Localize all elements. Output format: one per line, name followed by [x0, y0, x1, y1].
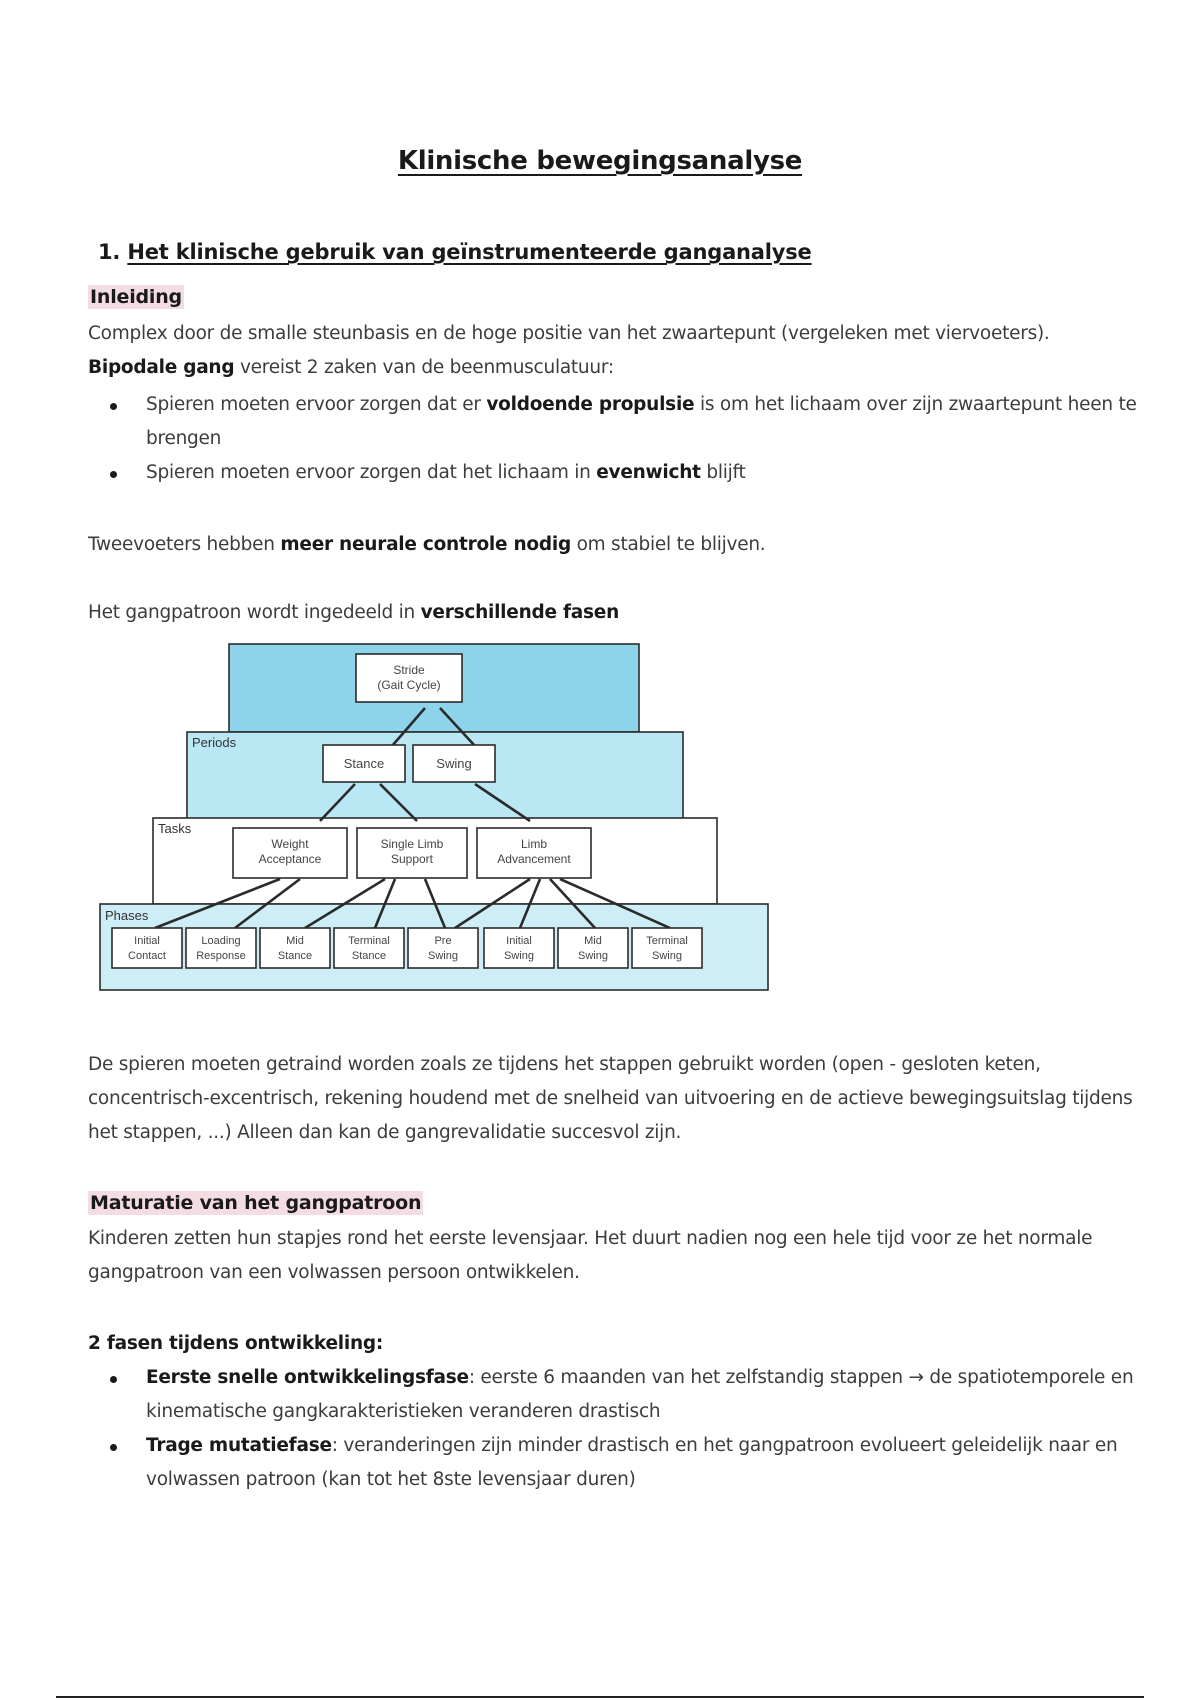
- intro-bullet-list: [88, 388, 1138, 490]
- periods-label: Periods: [192, 735, 237, 750]
- phases-label: Phases: [105, 908, 149, 923]
- intro-line-2: [88, 351, 1138, 385]
- document-title: Klinische bewegingsanalyse: [397, 146, 803, 176]
- bipodal-rest: vereist 2 zaken van de beenmusculatuur:: [234, 357, 614, 378]
- svg-text:Acceptance: Acceptance: [258, 852, 322, 866]
- phase-pre-swing-box: [408, 928, 478, 968]
- intro-line-1: Complex door de smalle steunbasis en de hoge positie van het zwaartepunt (vergeleken met viervoeters).: [88, 323, 1050, 344]
- development-bullet-list: [88, 1361, 1138, 1497]
- svg-text:Swing: Swing: [652, 950, 682, 962]
- task-limb-advancement-box: [477, 828, 591, 878]
- svg-text:Weight: Weight: [271, 837, 309, 851]
- svg-text:Stance: Stance: [277, 950, 313, 962]
- svg-text:Mid: Mid: [286, 935, 304, 947]
- list-item: Spieren moeten ervoor zorgen dat het lichaam in evenwicht blijft: [88, 456, 1138, 490]
- training-paragraph: De spieren moeten getraind worden zoals ze tijdens het stappen gebruikt worden (open - gesloten keten, concentrisch-excentrisch, rekening houdend met de snelheid van uitvoering en de actieve bewegingsuitslag tijdens het stappen, ...) Alleen dan kan de gangrevalidatie succesvol zijn.: [88, 1054, 1133, 1143]
- svg-text:Initial: Initial: [506, 935, 532, 947]
- maturation-paragraph: Kinderen zetten hun stapjes rond het eerste levensjaar. Het duurt nadien nog een hele tijd voor ze het normale gangpatroon van een volwassen persoon ontwikkelen.: [88, 1228, 1093, 1283]
- svg-text:Swing: Swing: [436, 756, 472, 771]
- development-phases-heading: 2 fasen tijdens ontwikkeling:: [88, 1333, 384, 1354]
- svg-text:Pre: Pre: [434, 935, 452, 947]
- phase-terminal-stance-box: [334, 928, 404, 968]
- period-swing-box: [413, 745, 495, 782]
- section-title-text: Het klinische gebruik van geïnstrumenteerde ganganalyse: [127, 240, 812, 264]
- phase-initial-swing-box: [484, 928, 554, 968]
- gait-cycle-diagram: [95, 640, 775, 1000]
- svg-text:Advancement: Advancement: [497, 852, 571, 866]
- svg-text:Limb: Limb: [520, 837, 548, 851]
- svg-text:Terminal: Terminal: [348, 935, 390, 947]
- list-item: Spieren moeten ervoor zorgen dat er voldoende propulsie is om het lichaam over zijn zwaartepunt heen te brengen: [88, 388, 1138, 456]
- svg-text:Support: Support: [390, 852, 434, 866]
- phase-mid-swing-box: [558, 928, 628, 968]
- svg-text:Initial: Initial: [134, 935, 160, 947]
- phase-mid-stance-box: [260, 928, 330, 968]
- neural-control-paragraph: Tweevoeters hebben meer neurale controle nodig om stabiel te blijven.: [88, 534, 766, 555]
- section-heading: [98, 240, 812, 264]
- svg-text:Response: Response: [196, 950, 246, 962]
- svg-text:Contact: Contact: [128, 950, 166, 962]
- phase-initial-contact-box: [112, 928, 182, 968]
- period-stance-box: [323, 745, 405, 782]
- phase-terminal-swing-box: [632, 928, 702, 968]
- svg-text:Swing: Swing: [428, 950, 458, 962]
- gait-phases-intro: Het gangpatroon wordt ingedeeld in verschillende fasen: [88, 602, 619, 623]
- intro-paragraph: [88, 317, 1138, 385]
- task-weight-acceptance-box: [233, 828, 347, 878]
- svg-text:Loading: Loading: [201, 935, 241, 947]
- svg-text:Stance: Stance: [351, 950, 387, 962]
- svg-text:Mid: Mid: [584, 935, 602, 947]
- page-bottom-divider: [56, 1696, 1144, 1698]
- svg-text:Stance: Stance: [343, 756, 385, 771]
- svg-text:Terminal: Terminal: [646, 935, 688, 947]
- intro-heading: Inleiding: [90, 286, 182, 308]
- bipodal-term: Bipodale gang: [88, 357, 235, 378]
- tasks-label: Tasks: [158, 821, 192, 836]
- svg-text:Swing: Swing: [504, 950, 534, 962]
- maturation-heading: Maturatie van het gangpatroon: [90, 1192, 422, 1214]
- svg-text:Single Limb: Single Limb: [380, 837, 444, 851]
- svg-text:(Gait Cycle): (Gait Cycle): [377, 678, 441, 692]
- svg-text:Stride: Stride: [393, 663, 425, 677]
- list-item: Trage mutatiefase: veranderingen zijn minder drastisch en het gangpatroon evolueert geleidelijk naar en volwassen patroon (kan tot het 8ste levensjaar duren): [88, 1429, 1138, 1497]
- stride-box: [356, 654, 462, 702]
- svg-text:Swing: Swing: [578, 950, 608, 962]
- task-single-limb-support-box: [357, 828, 467, 878]
- section-number: 1.: [98, 240, 121, 264]
- phase-loading-response-box: [186, 928, 256, 968]
- list-item: Eerste snelle ontwikkelingsfase: eerste 6 maanden van het zelfstandig stappen → de spatiotemporele en kinematische gangkarakteristieken veranderen drastisch: [88, 1361, 1138, 1429]
